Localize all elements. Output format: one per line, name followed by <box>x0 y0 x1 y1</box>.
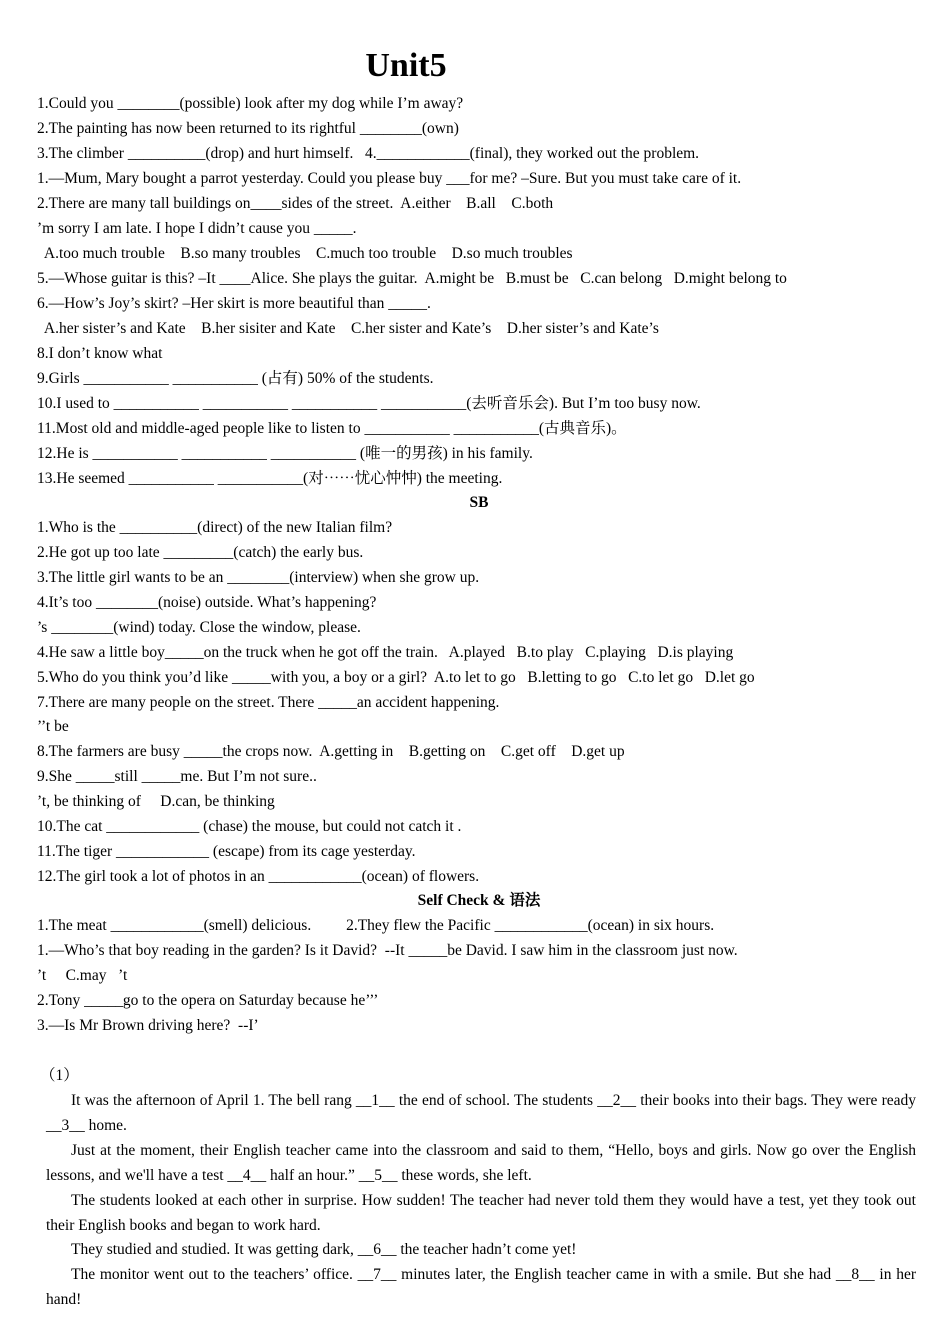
exercise-line: 12.He is ___________ ___________ ___________ (唯一的男孩) in his family. <box>37 445 533 462</box>
exercise-line: 9.Girls ___________ ___________ (占有) 50% of the students. <box>37 370 434 387</box>
exercise-line: ’m sorry I am late. I hope I didn’t cause you _____. <box>37 220 357 237</box>
exercise-line: 10.The cat ____________ (chase) the mouse, but could not catch it . <box>37 818 462 835</box>
exercise-line: 7.There are many people on the street. There _____an accident happening. <box>37 694 500 711</box>
passage-paragraph: The monitor went out to the teachers’ office. __7__ minutes later, the English teacher came in with a smile. But she had __8__ in her hand! <box>46 1266 916 1308</box>
section-heading-sb: SB <box>469 494 489 511</box>
exercise-line: ’t C.may ’t <box>37 967 128 984</box>
exercise-line: 1.—Mum, Mary bought a parrot yesterday. Could you please buy ___for me? –Sure. But you must take care of it. <box>37 170 742 187</box>
exercise-line: 1.Who is the __________(direct) of the new Italian film? <box>37 519 393 536</box>
exercise-line: A.too much trouble B.so many troubles C.much too trouble D.so much troubles <box>37 245 573 262</box>
exercise-line: 2.The painting has now been returned to its rightful ________(own) <box>37 120 459 137</box>
exercise-line: 3.The climber __________(drop) and hurt himself. 4.____________(final), they worked out the problem. <box>37 145 700 162</box>
exercise-line: 5.—Whose guitar is this? –It ____Alice. She plays the guitar. A.might be B.must be C.can belong D.might belong to <box>37 270 787 287</box>
exercise-line: 3.The little girl wants to be an ________(interview) when she grow up. <box>37 569 480 586</box>
exercise-line: 1.—Who’s that boy reading in the garden? Is it David? --It _____be David. I saw him in the classroom just now. <box>37 942 738 959</box>
exercise-line: 9.She _____still _____me. But I’m not sure.. <box>37 768 317 785</box>
passage-paragraph: They studied and studied. It was getting dark, __6__ the teacher hadn’t come yet! <box>71 1241 577 1258</box>
exercise-line: 6.—How’s Joy’s skirt? –Her skirt is more beautiful than _____. <box>37 295 431 312</box>
passage-label: （1） <box>40 1067 79 1084</box>
exercise-line: 8.I don’t know what <box>37 345 163 362</box>
section-heading-self-check: Self Check & 语法 <box>417 892 541 909</box>
exercise-line: ’’t be <box>37 718 69 735</box>
exercise-line: 2.There are many tall buildings on____sides of the street. A.either B.all C.both <box>37 195 554 212</box>
exercise-line: 4.He saw a little boy_____on the truck when he got off the train. A.played B.to play C.playing D.is playing <box>37 644 734 661</box>
exercise-line: 2.He got up too late _________(catch) the early bus. <box>37 544 364 561</box>
exercise-line: 13.He seemed ___________ ___________(对⋯⋯忧心忡忡) the meeting. <box>37 470 503 487</box>
exercise-line: A.her sister’s and Kate B.her sisiter and Kate C.her sister and Kate’s D.her sister’s and Kate’s <box>37 320 659 337</box>
exercise-line: 4.It’s too ________(noise) outside. What’s happening? <box>37 594 377 611</box>
exercise-line: ’s ________(wind) today. Close the window, please. <box>37 619 361 636</box>
exercise-line: 11.Most old and middle-aged people like to listen to ___________ ___________(古典音乐)。 <box>37 420 627 437</box>
exercise-line: 5.Who do you think you’d like _____with you, a boy or a girl? A.to let to go B.letting to go C.to let go D.let go <box>37 669 755 686</box>
passage-paragraph: Just at the moment, their English teacher came into the classroom and said to them, “Hello, boys and girls. Now go over the English lessons, and we'll have a test __4__ half an hour.” __5__ these words, she left. <box>46 1142 916 1184</box>
exercise-line: 8.The farmers are busy _____the crops now. A.getting in B.getting on C.get off D.get up <box>37 743 625 760</box>
passage-paragraph: It was the afternoon of April 1. The bell rang __1__ the end of school. The students __2__ their books into their bags. They were ready __3__ home. <box>46 1092 916 1134</box>
exercise-line: 2.Tony _____go to the opera on Saturday because he’’’ <box>37 992 379 1009</box>
passage-paragraph: The students looked at each other in surprise. How sudden! The teacher had never told them they would have a test, yet they took out their English books and began to work hard. <box>46 1192 916 1234</box>
exercise-line: 11.The tiger ____________ (escape) from its cage yesterday. <box>37 843 416 860</box>
exercise-line: 10.I used to ___________ ___________ ___________ ___________(去听音乐会). But I’m too busy now. <box>37 395 701 412</box>
page-title: Unit5 <box>365 47 447 84</box>
exercise-line: 1.Could you ________(possible) look after my dog while I’m away? <box>37 95 464 112</box>
exercise-line: 3.—Is Mr Brown driving here? --I’ <box>37 1017 259 1034</box>
exercise-line: 1.The meat ____________(smell) delicious. 2.They flew the Pacific ____________(ocean) in six hours. <box>37 917 715 934</box>
exercise-line: 12.The girl took a lot of photos in an ____________(ocean) of flowers. <box>37 868 480 885</box>
exercise-line: ’t, be thinking of D.can, be thinking <box>37 793 275 810</box>
